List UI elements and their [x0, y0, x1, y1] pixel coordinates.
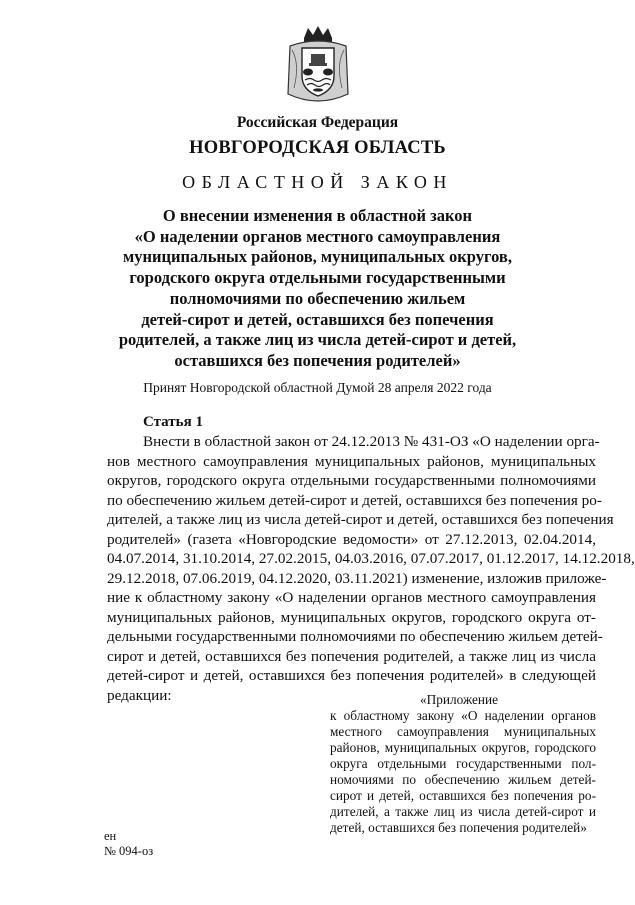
appendix-line: к областному закону «О наделении органов [330, 708, 596, 723]
article-line: ние к областному закону «О наделении органов местного самоуправления [107, 589, 596, 606]
article-line: родителей» (газета «Новгородские ведомости» от 27.12.2013, 02.04.2014, [107, 530, 596, 548]
law-title-line: муниципальных районов, муниципальных округов, [123, 247, 512, 267]
law-title [0, 206, 635, 372]
article-line: дителей, а также лиц из числа детей-сирот и детей, оставшихся без попечения [107, 511, 614, 528]
adoption-note: Принят Новгородской областной Думой 28 апреля 2022 года [143, 380, 492, 395]
document-footer [104, 829, 153, 859]
article-body [107, 432, 635, 705]
appendix-line: местного самоуправления муниципальных [330, 724, 596, 739]
article-line: детей-сирот и детей, оставшихся без попечения родителей» в следующей [107, 667, 596, 684]
article-line: сирот и детей, оставшихся без попечения родителей, а также лиц из числа [107, 647, 596, 665]
article-line: муниципальных районов, муниципальных округов, городского округа от- [107, 608, 596, 626]
appendix-line: дителей, а также лиц из числа детей-сирот и [330, 804, 596, 819]
article-line: 04.07.2014, 31.10.2014, 27.02.2015, 04.03.2016, 07.07.2017, 01.12.2017, 14.12.2018, [107, 550, 635, 567]
article-heading: Статья 1 [143, 414, 203, 430]
article-line: 29.12.2018, 07.06.2019, 04.12.2020, 03.11.2021) изменение, изложив приложе- [107, 569, 607, 587]
executor-initials: ен [104, 829, 117, 843]
appendix-line: номочиями по обеспечению жильем детей- [330, 772, 596, 787]
appendix-line: районов, муниципальных округов, городского [330, 740, 596, 755]
article-line: дельными государственными полномочиями по обеспечению жильем детей- [107, 628, 603, 645]
appendix-line: округа отдельными государственными пол- [330, 756, 596, 771]
law-title-line: городского округа отдельными государственными [129, 268, 506, 288]
law-type-title: ОБЛАСТНОЙ ЗАКОН [182, 172, 453, 192]
law-number: № 094-оз [104, 844, 154, 858]
law-title-line: детей-сирот и детей, оставшихся без попечения [141, 309, 494, 329]
law-title-line: родителей, а также лиц из числа детей-сирот и детей, [118, 330, 517, 350]
appendix-line: сирот и детей, оставшихся без попечения ро- [330, 788, 596, 803]
region-title: НОВГОРОДСКАЯ ОБЛАСТЬ [189, 138, 446, 158]
appendix-block [330, 692, 596, 836]
article-line: округов, городского округа отдельными государственными полномочиями [107, 472, 596, 489]
law-title-line: полномочиями по обеспечению жильем [169, 288, 466, 308]
novgorod-coat-of-arms-icon [280, 24, 356, 108]
article-line: Внести в областной закон от 24.12.2013 № 431-ОЗ «О наделении орга- [143, 433, 600, 450]
article-line: нов местного самоуправления муниципальных районов, муниципальных [107, 452, 596, 470]
federation-label: Российская Федерация [236, 114, 399, 131]
law-title-line: «О наделении органов местного самоуправления [134, 226, 501, 246]
law-title-line: О внесении изменения в областной закон [162, 206, 473, 225]
article-line: по обеспечению жильем детей-сирот и детей, оставшихся без попечения ро- [107, 491, 602, 509]
article-line: редакции: [107, 686, 172, 704]
appendix-heading: «Приложение [420, 692, 499, 707]
appendix-line: детей, оставшихся без попечения родителей» [330, 820, 587, 835]
law-title-line: оставшихся без попечения родителей» [174, 350, 461, 370]
